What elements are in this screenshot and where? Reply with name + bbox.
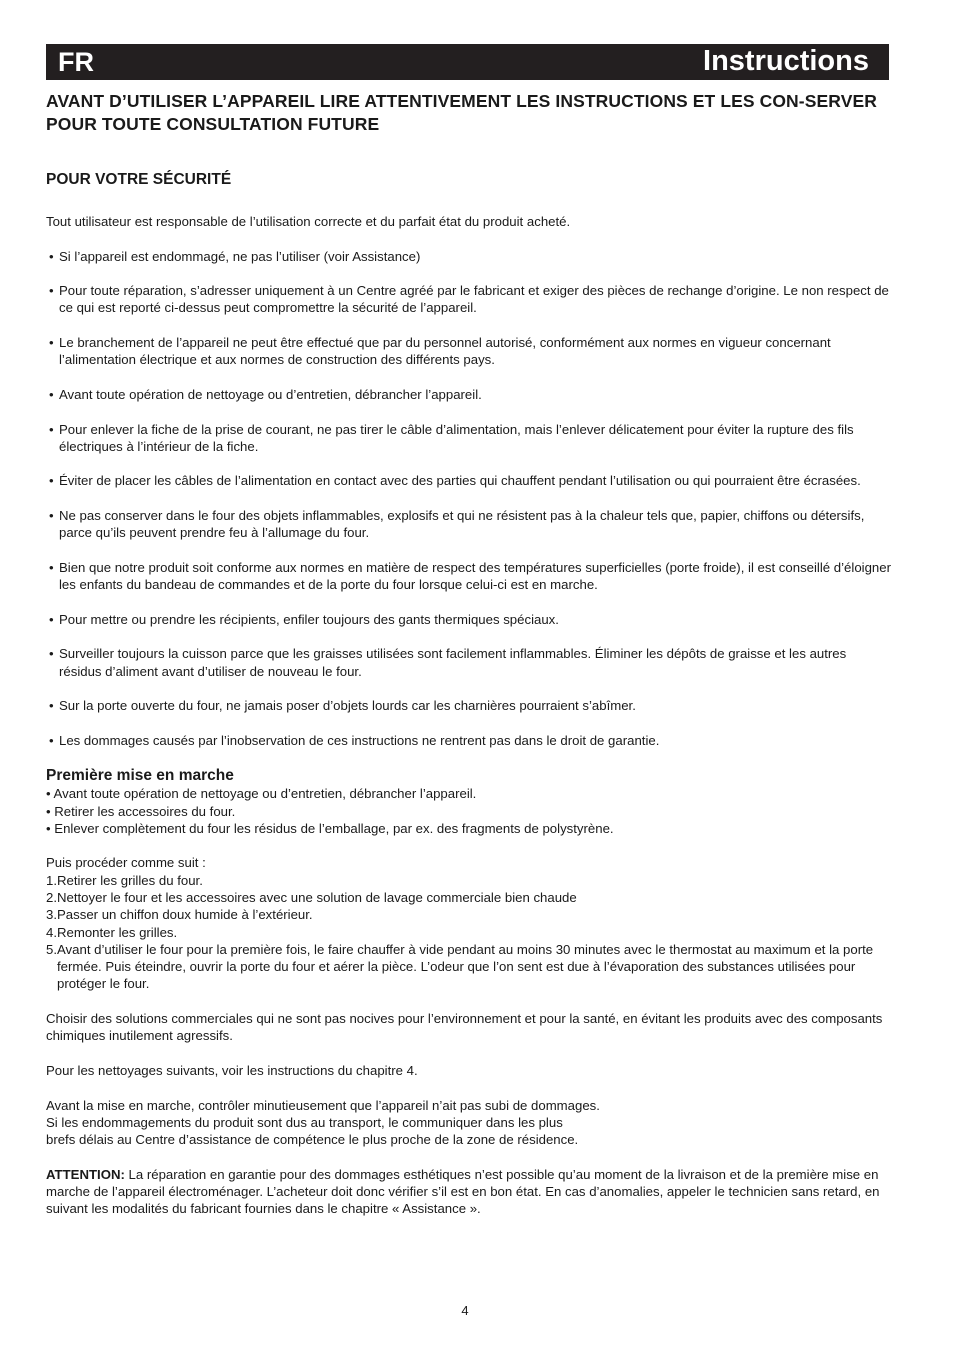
first-use-heading: Première mise en marche — [46, 767, 234, 785]
safety-item: • Pour toute réparation, s’adresser uniquement à un Centre agréé par le fabricant et exiger des pièces de rechange d’origine. Le non respect de ce qui est reporté ci-dessus peut compromettre la sécurité de l’appareil. — [49, 283, 889, 316]
step-item: 4.Remonter les grilles. — [46, 924, 178, 940]
safety-intro: Tout utilisateur est responsable de l’utilisation correcte et du parfait état du produit acheté. — [46, 214, 571, 229]
warning-heading: AVANT D’UTILISER L’APPAREIL LIRE ATTENTIVEMENT LES INSTRUCTIONS ET LES CON-SERVER POUR TOUTE CONSULTATION FUTURE — [46, 91, 877, 134]
safety-item: • Pour enlever la fiche de la prise de courant, ne pas tirer le câble d’alimentation, mais l’enlever délicatement pour éviter la rupture des fils électriques à l’intérieur de la fiche. — [49, 421, 854, 454]
steps-list — [46, 872, 891, 993]
step-item: 3.Passer un chiffon doux humide à l’extérieur. — [46, 907, 313, 923]
products-paragraph: Choisir des solutions commerciales qui ne sont pas nocives pour l’environnement et pour la santé, en évitant les produits avec des composants chimiques inutilement agressifs. — [46, 1011, 883, 1044]
step-item: 1.Retirer les grilles du four. — [46, 872, 203, 888]
check-line: Avant la mise en marche, contrôler minutieusement que l’appareil n’ait pas subi de dommages. — [46, 1097, 600, 1113]
page-title: Instructions — [703, 45, 869, 77]
safety-item: • Surveiller toujours la cuisson parce que les graisses utilisées sont facilement inflammables. Éliminer les dépôts de graisse et les autres résidus d’aliment avant d’utiliser de nouveau le four. — [49, 646, 847, 679]
attention-paragraph — [46, 1166, 891, 1218]
safety-item: • Avant toute opération de nettoyage ou d’entretien, débrancher l’appareil. — [49, 386, 482, 402]
safety-item: • Pour mettre ou prendre les récipients, enfiler toujours des gants thermiques spéciaux. — [49, 611, 559, 627]
safety-item: • Le branchement de l’appareil ne peut être effectué que par du personnel autorisé, conformément aux normes en vigueur concernant l’alimentation électrique et aux normes de construction des différents pays. — [49, 335, 831, 368]
check-line: brefs délais au Centre d’assistance de compétence le plus proche de la zone de résidence. — [46, 1132, 579, 1148]
safety-item: • Les dommages causés par l’inobservation de ces instructions ne rentrent pas dans le droit de garantie. — [49, 732, 660, 748]
first-use-item: • Retirer les accessoires du four. — [46, 803, 236, 819]
cleaning-paragraph: Pour les nettoyages suivants, voir les instructions du chapitre 4. — [46, 1062, 418, 1078]
attention-text: La réparation en garantie pour des dommages esthétiques n’est possible qu’au moment de la livraison et de la première mise en marche de l’appareil électroménager. L’acheteur doit donc vérifier s’il est en bon état. En cas d’anomalies, appeler le technicien sans retard, en suivant les modalités du fabricant fournies dans le chapitre « Assistance ». — [46, 1166, 880, 1217]
language-code: FR — [58, 47, 94, 77]
step-item: 2.Nettoyer le four et les accessoires avec une solution de lavage commerciale bien chaude — [46, 889, 577, 905]
attention-label: ATTENTION: — [46, 1166, 125, 1182]
first-use-list — [46, 785, 891, 837]
safety-item: • Sur la porte ouverte du four, ne jamais poser d’objets lourds car les charnières pourraient s’abîmer. — [49, 698, 636, 714]
document-body — [46, 90, 891, 1218]
safety-item: • Si l’appareil est endommagé, ne pas l’utiliser (voir Assistance) — [49, 248, 421, 264]
steps-intro: Puis procéder comme suit : — [46, 855, 206, 871]
header-bar — [46, 44, 889, 80]
first-use-item: • Enlever complètement du four les résidus de l’emballage, par ex. des fragments de polystyrène. — [46, 820, 614, 836]
check-paragraph — [46, 1097, 891, 1149]
step-item: 5.Avant d’utiliser le four pour la première fois, le faire chauffer à vide pendant au moins 30 minutes avec le thermostat au maximum et la porte fermée. Puis éteindre, ouvrir la porte du four et aérer la pièce. L’odeur que l’on sent est due à l’évaporation des substances utilisées pour protéger le four. — [46, 941, 874, 992]
first-use-item: • Avant toute opération de nettoyage ou d’entretien, débrancher l’appareil. — [46, 786, 477, 802]
safety-heading: POUR VOTRE SÉCURITÉ — [46, 171, 232, 188]
safety-item: • Éviter de placer les câbles de l’alimentation en contact avec des parties qui chauffent pendant l’utilisation ou qui pourraient être écrasées. — [49, 473, 861, 489]
safety-list — [46, 248, 891, 750]
page-number: 4 — [461, 1303, 469, 1318]
safety-item: • Ne pas conserver dans le four des objets inflammables, explosifs et qui ne résistent pas à la chaleur tels que, papier, chiffons ou détersifs, parce qu’ils peuvent prendre feu à l’allumage du four. — [49, 508, 865, 541]
check-line: Si les endommagements du produit sont dus au transport, le communiquer dans les plus — [46, 1114, 563, 1130]
safety-item: • Bien que notre produit soit conforme aux normes en matière de respect des températures superficielles (porte froide), il est conseillé d’éloigner les enfants du bandeau de commandes et de la porte du four lorsque celui-ci est en marche. — [49, 559, 891, 593]
